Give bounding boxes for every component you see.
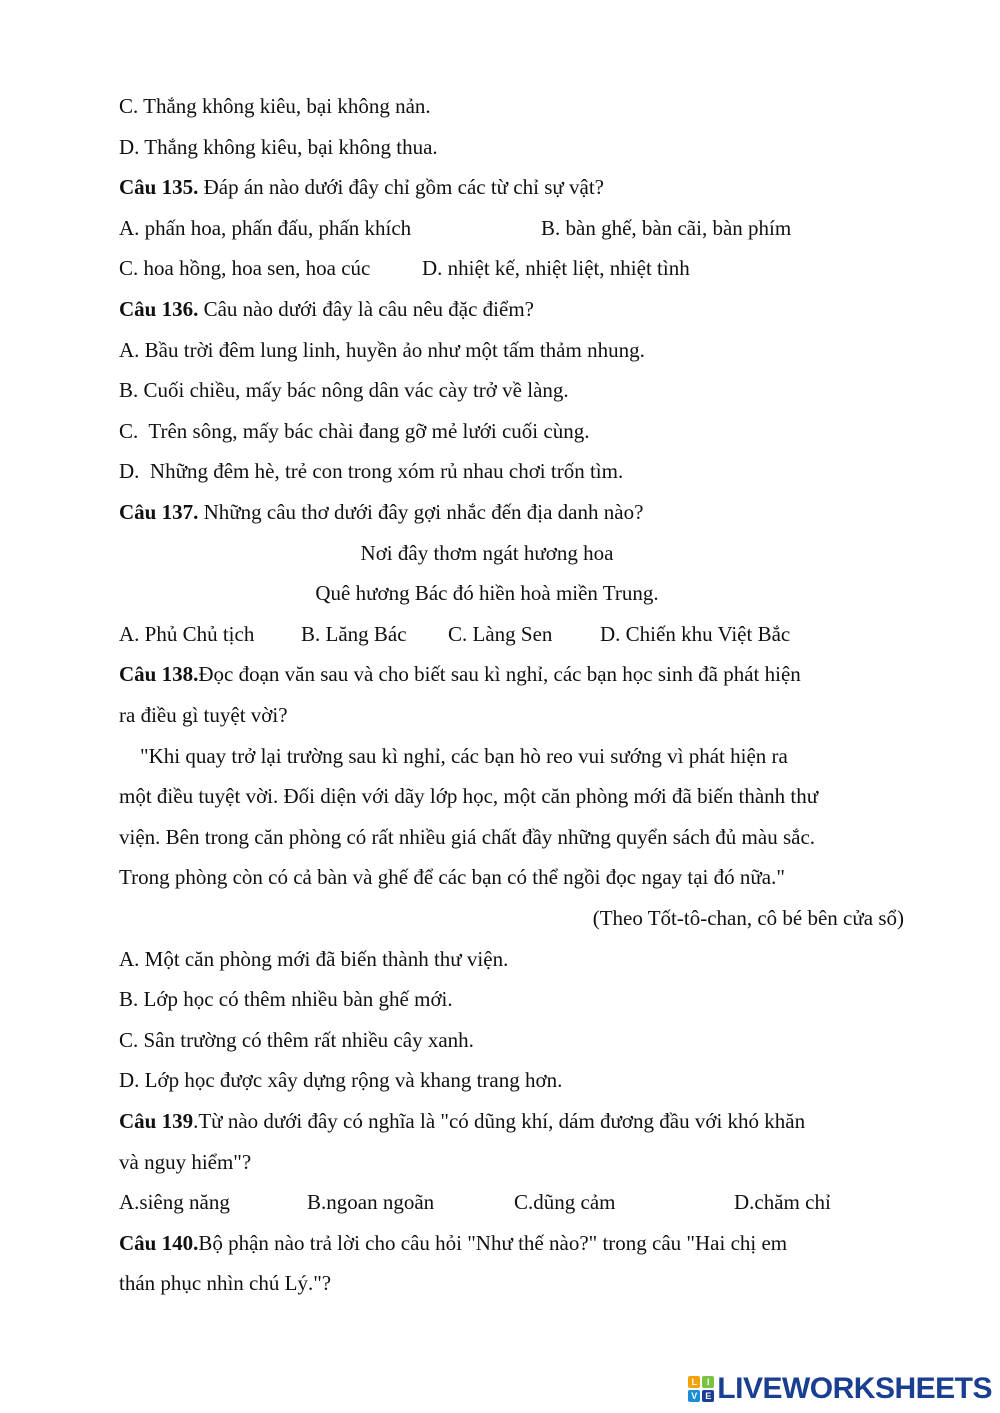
text-line: D. Lớp học được xây dựng rộng và khang trang hơn. xyxy=(119,1068,563,1092)
text-line: viện. Bên trong căn phòng có rất nhiều giá chất đầy những quyển sách đủ màu sắc. xyxy=(119,825,816,849)
question-line xyxy=(119,1229,787,1257)
text-line: C. Trên sông, mấy bác chài đang gỡ mẻ lưới cuối cùng. xyxy=(119,419,590,443)
answer-option: B. Lăng Bác xyxy=(301,622,407,646)
question-number: Câu 140. xyxy=(119,1231,199,1255)
question-text: Đọc đoạn văn sau và cho biết sau kì nghỉ, các bạn học sinh đã phát hiện xyxy=(198,662,801,686)
text-line: "Khi quay trở lại trường sau kì nghỉ, các bạn hò reo vui sướng vì phát hiện ra xyxy=(119,744,788,768)
text-line: D. Thắng không kiêu, bại không thua. xyxy=(119,135,438,159)
text-line: thán phục nhìn chú Lý."? xyxy=(119,1271,332,1295)
question-number: Câu 136. xyxy=(119,297,199,321)
text-line: ra điều gì tuyệt vời? xyxy=(119,703,288,727)
question-text: Câu nào dưới đây là câu nêu đặc điểm? xyxy=(198,297,534,321)
liveworksheets-logo xyxy=(688,1373,992,1405)
answer-option: A.siêng năng xyxy=(119,1190,230,1214)
question-line xyxy=(119,295,534,323)
question-line xyxy=(119,173,604,201)
answer-option: C. hoa hồng, hoa sen, hoa cúc xyxy=(119,256,371,280)
text-line: và nguy hiểm"? xyxy=(119,1150,252,1174)
passage-line: Nơi đây thơm ngát hương hoa xyxy=(360,541,614,565)
answer-option: B. bàn ghế, bàn cãi, bàn phím xyxy=(541,216,792,240)
question-number: Câu 137. xyxy=(119,500,199,524)
question-number: Câu 138. xyxy=(119,662,199,686)
text-line: D. Những đêm hè, trẻ con trong xóm rủ nhau chơi trốn tìm. xyxy=(119,459,624,483)
answer-option: A. Phủ Chủ tịch xyxy=(119,622,255,646)
logo-text: LIVEWORKSHEETS xyxy=(717,1372,992,1405)
text-line: B. Lớp học có thêm nhiều bàn ghế mới. xyxy=(119,987,453,1011)
text-line: A. Bầu trời đêm lung linh, huyền ảo như một tấm thảm nhung. xyxy=(119,338,645,362)
question-text: .Từ nào dưới đây có nghĩa là "có dũng khí, dám đương đầu với khó khăn xyxy=(193,1109,806,1133)
passage-line: (Theo Tốt-tô-chan, cô bé bên cửa sổ) xyxy=(592,906,904,930)
answer-option: D. Chiến khu Việt Bắc xyxy=(600,622,791,646)
question-number: Câu 135. xyxy=(119,175,199,199)
text-line: C. Sân trường có thêm rất nhiều cây xanh. xyxy=(119,1028,474,1052)
logo-mark-cell: I xyxy=(702,1376,714,1388)
answer-option: C.dũng cảm xyxy=(514,1190,616,1214)
answer-option: D.chăm chỉ xyxy=(734,1190,831,1214)
passage-line: Quê hương Bác đó hiền hoà miền Trung. xyxy=(315,581,659,605)
text-line: C. Thắng không kiêu, bại không nản. xyxy=(119,94,431,118)
question-text: Những câu thơ dưới đây gợi nhắc đến địa danh nào? xyxy=(198,500,644,524)
text-line: B. Cuối chiều, mấy bác nông dân vác cày trở về làng. xyxy=(119,378,569,402)
question-text: Đáp án nào dưới đây chỉ gồm các từ chỉ sự vật? xyxy=(198,175,604,199)
logo-mark-cell: L xyxy=(688,1376,700,1388)
logo-mark-cell: E xyxy=(702,1390,714,1402)
question-line xyxy=(119,1107,805,1135)
answer-option: C. Làng Sen xyxy=(448,622,553,646)
answer-option: B.ngoan ngoãn xyxy=(307,1190,435,1214)
answer-option: A. phấn hoa, phấn đấu, phấn khích xyxy=(119,216,412,240)
question-number: Câu 139 xyxy=(119,1109,194,1133)
question-text: Bộ phận nào trả lời cho câu hỏi "Như thế nào?" trong câu "Hai chị em xyxy=(198,1231,788,1255)
logo-mark-cell: V xyxy=(688,1390,700,1402)
question-line xyxy=(119,498,643,526)
logo-mark-icon xyxy=(688,1376,714,1402)
text-line: Trong phòng còn có cả bàn và ghế để các bạn có thể ngồi đọc ngay tại đó nữa." xyxy=(119,865,785,889)
answer-option: D. nhiệt kế, nhiệt liệt, nhiệt tình xyxy=(422,256,690,280)
question-line xyxy=(119,660,801,688)
text-line: A. Một căn phòng mới đã biến thành thư viện. xyxy=(119,947,509,971)
text-line: một điều tuyệt vời. Đối diện với dãy lớp học, một căn phòng mới đã biến thành thư xyxy=(119,784,819,808)
